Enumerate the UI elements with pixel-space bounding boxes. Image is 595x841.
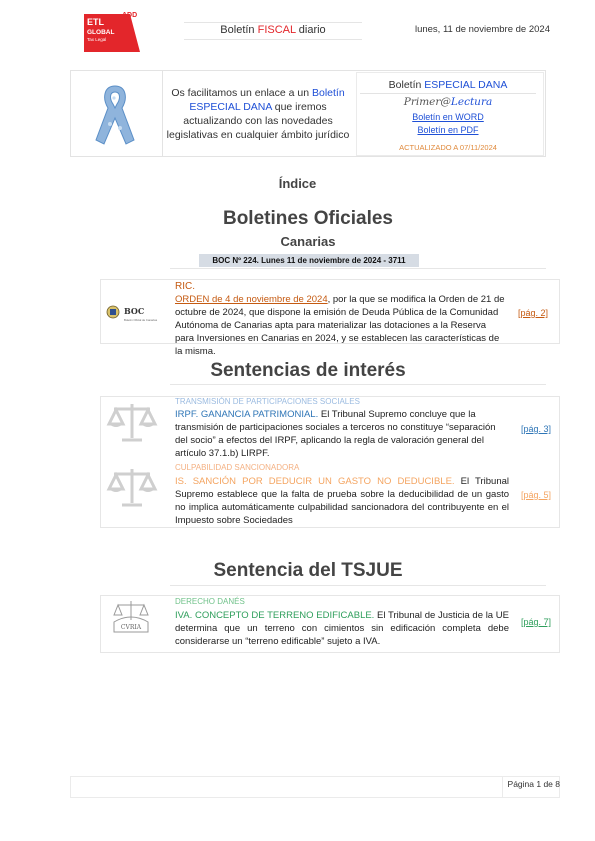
index-title: Índice <box>278 176 317 191</box>
dana-divider <box>162 70 163 157</box>
entry-text: El Tribunal Supremo establece que la falta de prueba sobre la deducibilidad de un gasto no implica automáticamente culpabilidad sancionadora del contribuyente en el Impuesto sobre Sociedades <box>175 476 509 526</box>
boc-issue-bar: BOC Nº 224. Lunes 11 de noviembre de 2024 - 3711 <box>199 254 419 267</box>
primer-b: Lectura <box>450 96 493 108</box>
page-link[interactable]: [pág. 3] <box>521 424 552 434</box>
section-canarias-subheading: Canarias <box>280 234 336 249</box>
entry-body <box>175 293 507 358</box>
entry-text: El Tribunal de Justicia de la UE determina que un terreno con cimientos sin edificación completa debe considerarse un “terreno edificable” sujeto a IVA. <box>175 610 509 647</box>
primer-a: Primer@ <box>403 96 451 108</box>
boc-logo-icon <box>104 302 164 324</box>
dana-text-post: que iremos actualizando con las novedades legislativas en cualquier ámbito jurídico <box>166 101 350 141</box>
bulletin-date: lunes, 11 de noviembre de 2024 <box>414 24 550 35</box>
page-footer <box>70 776 560 798</box>
word-download-link[interactable]: Boletín en WORD <box>412 112 484 122</box>
divider <box>170 268 546 269</box>
etl-global-logo <box>84 14 140 52</box>
entry-category: CULPABILIDAD SANCIONADORA <box>175 463 300 472</box>
logo-line1: ETL <box>87 17 104 27</box>
section-tsjue-heading: Sentencia del TSJUE <box>213 560 403 581</box>
entry-text: , por la que se modifica la Orden de 21 de octubre de 2024, que dispone la emisión de Deuda Pública de la Comunidad Autónoma de Canarias apta para materializar las dotaciones a la Reserva para Inversiones en Canarias en 2024, y se establecen las características de la misma. <box>175 294 505 357</box>
entry-body <box>175 408 509 460</box>
orden-link[interactable]: ORDEN de 4 de noviembre de 2024 <box>175 294 328 305</box>
title-accent: FISCAL <box>257 24 296 36</box>
dana-description <box>164 86 352 142</box>
cvria-text: CVRIA <box>120 624 142 631</box>
title-pre: Boletín <box>220 24 258 36</box>
dana-panel-title <box>360 79 536 94</box>
scales-icon <box>106 465 158 509</box>
pdf-download-link[interactable]: Boletín en PDF <box>417 125 479 135</box>
section-boletines-heading: Boletines Oficiales <box>222 208 393 229</box>
divider <box>170 384 546 385</box>
section-sentencias-heading: Sentencias de interés <box>210 360 406 381</box>
entry-category: DERECHO DANÉS <box>175 597 245 606</box>
cvria-emblem-icon <box>108 598 154 638</box>
entry-lead: IVA. CONCEPTO DE TERRENO EDIFICABLE. <box>175 610 375 621</box>
entry-body <box>175 609 509 648</box>
entry-lead: IRPF. GANANCIA PATRIMONIAL. <box>175 409 319 420</box>
title-post: diario <box>295 24 326 36</box>
page-link[interactable]: [pág. 7] <box>521 617 552 627</box>
scales-icon <box>106 400 158 444</box>
primera-lectura-label <box>360 96 536 108</box>
entry-category: TRANSMISIÓN DE PARTICIPACIONES SOCIALES <box>175 397 360 406</box>
entry-body <box>175 475 509 527</box>
dana-panel-title-pre: Boletín <box>388 79 425 91</box>
dana-text-pre: Os facilitamos un enlace a un <box>171 87 312 99</box>
boc-logo-text: BOC <box>124 306 145 316</box>
page-number: Página 1 de 8 <box>507 779 560 789</box>
updated-date: ACTUALIZADO A 07/11/2024 <box>399 143 497 152</box>
divider <box>170 585 546 586</box>
dana-panel-title-accent: ESPECIAL DANA <box>424 79 508 91</box>
page-link[interactable]: [pág. 5] <box>521 490 552 500</box>
boc-logo-sub: Boletín Oficial de Canarias <box>124 318 158 322</box>
entry-category: RIC. <box>175 281 195 292</box>
logo-line3: Tax Legal <box>87 37 107 42</box>
entry-text: El Tribunal Supremo concluye que la transmisión de participaciones sociales a terceros no constituye “separación del socio” a efectos del IRPF, aplicando la regla de valoración general del artículo 37.1.b) LIRPF. <box>175 409 496 459</box>
ribbon-icon <box>84 80 146 150</box>
bulletin-title <box>184 22 362 40</box>
dana-special-link[interactable]: Boletín ESPECIAL DANA <box>189 87 345 113</box>
logo-line2: GLOBAL <box>87 29 115 36</box>
logo-tag: ADD <box>122 12 138 19</box>
entry-lead: IS. SANCIÓN POR DEDUCIR UN GASTO NO DEDUCIBLE. <box>175 476 455 487</box>
page-link[interactable]: [pág. 2] <box>518 308 549 318</box>
